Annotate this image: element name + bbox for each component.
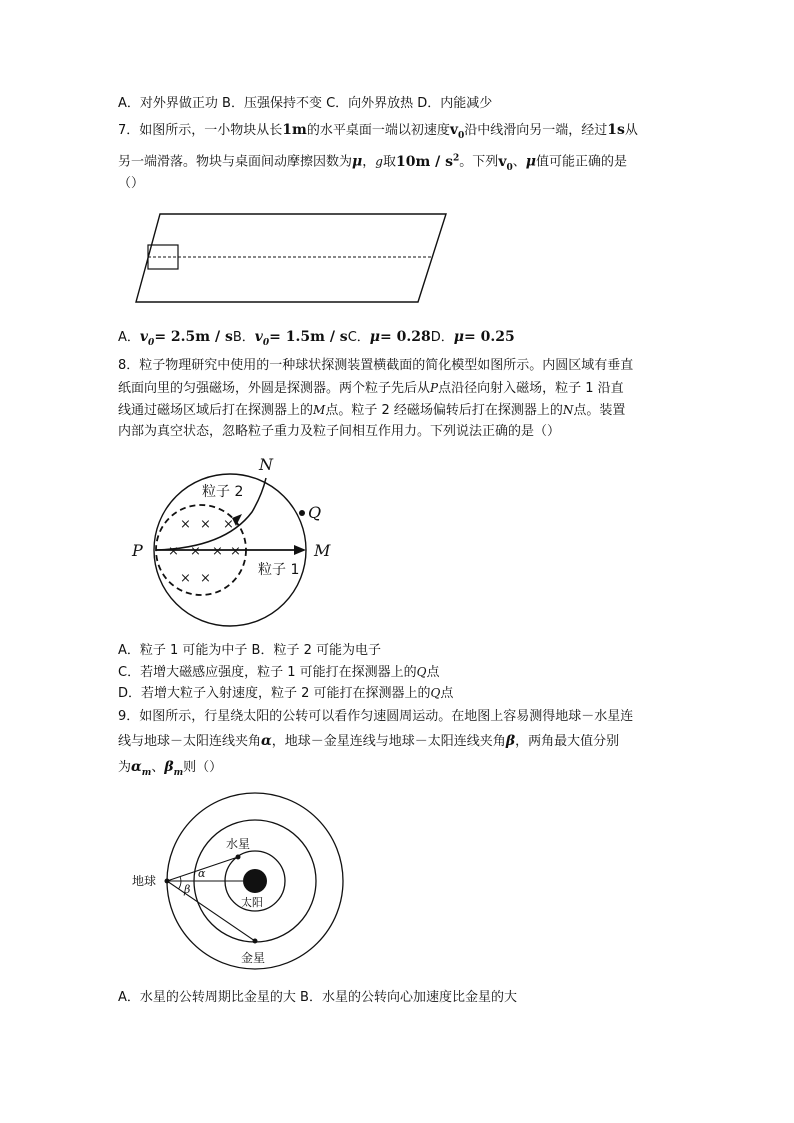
q9-orbit-diagram [130, 795, 360, 975]
q7-g: g [375, 154, 383, 169]
x-mark: × [168, 544, 179, 559]
mercury-dot [236, 855, 241, 860]
q7-time: 1s [607, 122, 625, 138]
x-mark: × [200, 517, 211, 532]
q9-alpha: α [261, 733, 272, 749]
label-particle-2: 粒子 2 [202, 484, 244, 500]
label-N: N [259, 455, 273, 474]
alpha-arc [180, 877, 181, 882]
q8-options-ab: A．粒子 1 可能为中子 B．粒子 2 可能为电子 [118, 643, 382, 658]
q7-opt-c-mu: μ [369, 329, 381, 345]
q7-v0-2: $v_0$ [498, 153, 513, 173]
label-P: P [132, 541, 143, 560]
q9-line-1: 9．如图所示，行星绕太阳的公转可以看作匀速圆周运动。在地图上容易测得地球－水星连 [118, 709, 634, 724]
x-mark: × [190, 544, 201, 559]
label-beta: β [184, 883, 191, 896]
label-venus: 金星 [241, 951, 266, 965]
q7-line-1 [118, 120, 638, 146]
q8-opt-c-Q: Q [416, 665, 427, 679]
venus-dot [253, 939, 258, 944]
q9-beta: β [505, 733, 516, 749]
q8-line-3: 线通过磁场区域后打在探测器上的M点。粒子 2 经磁场偏转后打在探测器上的N点。装置 [118, 403, 626, 418]
q7-text: 取 [382, 154, 396, 170]
x-mark: × [223, 517, 234, 532]
q9-alpha-m: $\alpha_m$ [131, 759, 152, 778]
point-Q [299, 510, 305, 516]
q7-text: 另一端滑落。物块与桌面间动摩擦因数为 [118, 154, 353, 170]
sun [243, 869, 267, 893]
q7-gval: $10m / s^2$ [395, 153, 460, 170]
q8-option-d: D．若增大粒子入射速度，粒子 2 可能打在探测器上的Q点 [118, 686, 454, 701]
label-Q: Q [308, 503, 322, 522]
q7-text: 值可能正确的是 [535, 154, 627, 170]
x-mark: × [212, 544, 223, 559]
earth-venus-line [167, 881, 255, 941]
q7-text: 沿中线滑向另一端，经过 [464, 123, 608, 138]
label-mercury: 水星 [226, 837, 251, 851]
q7-opt-a-v: $v_0$ [139, 329, 155, 348]
particle-1-arrow [294, 545, 306, 555]
q8-M: M [313, 403, 326, 417]
q7-mu-2: μ [525, 153, 536, 170]
label-alpha: α [198, 867, 206, 880]
q7-v0: $v_0$ [449, 122, 465, 141]
q7-table-diagram [130, 210, 450, 310]
q7-text: 从 [624, 123, 638, 138]
q7-text: 7．如图所示，一小物块从长 [118, 123, 283, 138]
label-M: M [314, 541, 331, 560]
q7-line-2 [118, 148, 627, 177]
q9-line-3: 为$\alpha_m$、$\beta_m$则（） [118, 759, 223, 778]
q7-opt-d-mu: μ [453, 329, 464, 345]
q9-options-ab: A．水星的公转周期比金星的大 B．水星的公转向心加速度比金星的大 [118, 990, 517, 1005]
q7-text: 的水平桌面一端以初速度 [306, 123, 450, 138]
q7-text: 、 [512, 154, 526, 170]
q8-line-4: 内部为真空状态，忽略粒子重力及粒子间相互作用力。下列说法正确的是（） [118, 424, 561, 439]
q9-line-2: 线与地球－太阳连线夹角α，地球－金星连线与地球－太阳连线夹角β，两角最大值分别 [118, 733, 620, 749]
x-mark: × [230, 544, 241, 559]
q8-N: N [562, 403, 574, 417]
q8-P: P [430, 381, 439, 395]
q7-length: 1m [282, 122, 307, 138]
q8-option-c: C．若增大磁感应强度，粒子 1 可能打在探测器上的Q点 [118, 665, 440, 680]
q8-detector-diagram [130, 448, 350, 638]
q7-options: A．$v_0= 2.5m$ / sB．$v_0= 1.5m$ / sC．μ= 0.28D．μ= 0.25 [118, 329, 515, 348]
q7-paren: （） [118, 176, 145, 191]
label-sun: 太阳 [241, 896, 263, 909]
q7-opt-b-v: $v_0$ [254, 329, 270, 348]
x-mark: × [200, 571, 211, 586]
x-mark: × [180, 517, 191, 532]
q8-line-1: 8．粒子物理研究中使用的一种球状探测装置横截面的简化模型如图所示。内圆区域有垂直 [118, 358, 634, 373]
q7-text: 。下列 [459, 154, 499, 170]
q7-mu: μ [352, 153, 363, 170]
q8-line-2: 纸面向里的匀强磁场，外圆是探测器。两个粒子先后从P点沿径向射入磁场，粒子 1 沿直 [118, 381, 624, 396]
label-particle-1: 粒子 1 [258, 562, 300, 578]
x-mark: × [180, 571, 191, 586]
q6-options: A．对外界做正功 B．压强保持不变 C．向外界放热 D．内能减少 [118, 96, 493, 111]
beta-arc [179, 881, 182, 889]
q9-beta-m: $\beta_m$ [164, 759, 184, 778]
q7-text: ， [362, 154, 376, 170]
table-outline [136, 214, 446, 302]
q8-opt-d-Q: Q [430, 686, 441, 700]
label-earth: 地球 [132, 874, 157, 888]
